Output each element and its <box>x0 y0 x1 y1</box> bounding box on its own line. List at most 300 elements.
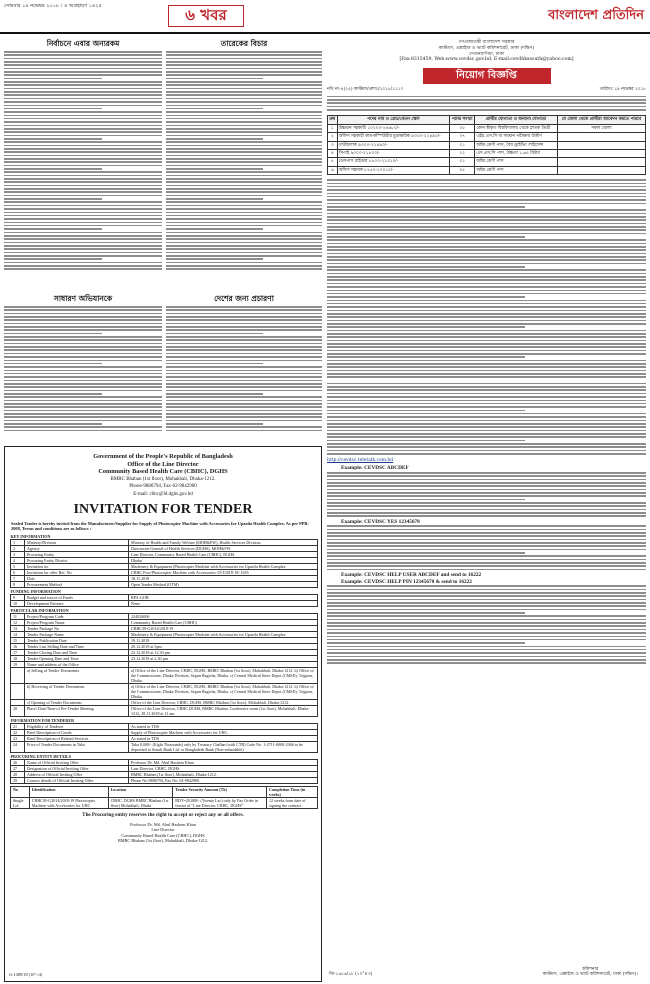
text-line <box>327 512 646 514</box>
table-cell <box>557 158 645 166</box>
text-line <box>4 268 162 270</box>
text-line <box>327 615 646 617</box>
text-line <box>327 229 646 231</box>
table-cell: 20 <box>11 706 25 717</box>
text-line <box>4 423 102 425</box>
text-line <box>166 54 322 56</box>
text-line <box>4 333 102 335</box>
text-line <box>327 186 646 188</box>
text-line <box>166 58 322 60</box>
table-row <box>11 742 318 753</box>
table-cell: Tender Security Amount (Tk) <box>173 787 267 798</box>
notice-conditions <box>327 179 646 380</box>
table-cell: Address of Official Inviting Offer <box>25 772 129 778</box>
sms-example: Example: CEVDSC ABCDEF <box>341 465 409 472</box>
text-line <box>327 199 646 201</box>
table-cell: 12 weeks from date of signing the contract. <box>266 798 317 809</box>
text-line <box>166 319 322 321</box>
text-line <box>4 349 162 351</box>
table-cell: ডেসপাস রাইডার ৮৮০০-২১৩১০/- <box>337 158 449 166</box>
tender-heading: INVITATION FOR TENDER <box>73 501 253 517</box>
text-line <box>4 323 162 325</box>
text-line <box>327 642 525 644</box>
table-cell: None <box>129 601 318 607</box>
text-line <box>327 386 646 388</box>
table-section-heading: FUNDING INFORMATION <box>10 589 61 595</box>
text-line <box>327 310 646 312</box>
table-cell: ৬ <box>328 166 338 174</box>
text-line <box>4 58 162 60</box>
text-line <box>166 115 322 117</box>
text-line <box>4 212 162 214</box>
table-cell: CBHC Proc/Photocopier Machine with Accessories-15/T2018-19/ 1655 <box>129 570 318 576</box>
table-cell: Open Tender Method (OTM) <box>129 582 318 588</box>
table-row <box>11 700 318 706</box>
text-line <box>166 98 322 100</box>
text-line <box>166 396 322 398</box>
text-line <box>327 525 646 527</box>
table-cell: Dhaka <box>129 558 318 564</box>
text-line <box>327 652 646 654</box>
table-cell: অষ্টম শ্রেণী পাস <box>475 166 557 174</box>
table-cell: 19 <box>11 662 25 668</box>
text-line <box>327 599 646 601</box>
text-line <box>166 74 322 76</box>
text-line <box>4 161 162 163</box>
text-line <box>166 151 322 153</box>
text-line <box>4 128 162 130</box>
text-line <box>4 248 162 250</box>
text-line <box>327 562 646 564</box>
text-line <box>327 370 646 372</box>
text-line <box>327 256 646 258</box>
text-line <box>166 121 322 123</box>
text-line <box>166 313 322 315</box>
text-line <box>327 569 646 571</box>
table-cell: Development Partners <box>25 601 129 607</box>
table-cell: ২২ <box>449 149 474 157</box>
text-line <box>4 105 162 107</box>
table-cell: 27 <box>11 766 25 772</box>
table-cell: a) Office of the Line Director, CBHC, DGHS, BMRC Bhaban (1st floor), Mohakhali, Dhaka-1212. b) Office of the Commissioner, Dhaka Division, Segun Bagicha, Dhaka. c) Central Medical Store Depot (CMSD), Tejgaon, Dhaka. <box>129 668 318 684</box>
table-cell: b) Receiving of Tender Documents <box>25 684 129 700</box>
text-line <box>166 393 263 395</box>
table-cell: Machinery & Equipment (Photocopier Machine with Accessories for Upazila Health Complex <box>129 632 318 638</box>
table-cell: Directorate General of Health Services (DGHS), MOH&FW. <box>129 546 318 552</box>
text-line <box>327 233 646 235</box>
text-line <box>327 625 646 627</box>
table-cell: Budget and source of Funds <box>25 595 129 601</box>
text-line <box>4 426 162 428</box>
table-cell: ২ <box>328 133 338 141</box>
text-line <box>166 208 322 210</box>
text-line <box>166 212 322 214</box>
text-line <box>4 188 162 190</box>
text-line <box>327 303 646 305</box>
table-cell: 6 <box>11 570 25 576</box>
text-line <box>166 370 322 372</box>
table-header-row <box>328 116 646 124</box>
table-cell: 17 <box>11 650 25 656</box>
text-line <box>166 306 322 308</box>
text-line <box>4 125 162 127</box>
table-cell: 3 <box>11 552 25 558</box>
table-cell: 19.11.2018 <box>129 638 318 644</box>
table-cell: Project/Program Name <box>25 620 129 626</box>
text-line <box>4 51 162 53</box>
text-line <box>327 410 525 412</box>
signer-title: Line Director <box>151 827 175 833</box>
text-line <box>166 242 322 244</box>
article-body <box>166 306 322 433</box>
text-line <box>166 205 322 207</box>
table-cell: Tender Closing Date and Time <box>25 650 129 656</box>
table-cell: 15 <box>11 638 25 644</box>
tender-program: Community Based Health Care (CBHC), DGHS <box>98 468 228 476</box>
table-cell: এইচ.এস.সি বা সমমান পরীক্ষায় উত্তীর্ণ <box>475 133 557 141</box>
table-cell <box>557 166 645 174</box>
table-cell: Tender Opening Date and Time <box>25 656 129 662</box>
text-line <box>327 485 646 487</box>
text-line <box>4 313 162 315</box>
table-cell: Taka 8,000/- (Eight Thousands) only by Treasury Challan (with CTB) Code No. 1-2711-0000-2366 to be deposited to Sonali Bank Ltd. or Bangladesh Bank (Non-refundable) <box>129 742 318 753</box>
text-line <box>166 158 322 160</box>
text-line <box>327 433 646 435</box>
table-cell: সকল জেলা <box>557 124 645 132</box>
text-line <box>4 403 162 405</box>
text-line <box>4 208 162 210</box>
text-line <box>327 629 646 631</box>
text-line <box>327 213 646 215</box>
table-cell: 9 <box>11 595 25 601</box>
text-line <box>166 258 263 260</box>
text-line <box>4 339 162 341</box>
text-line <box>327 436 646 438</box>
table-cell: 23.12.2018 at 2.30 pm <box>129 656 318 662</box>
text-line <box>166 309 322 311</box>
text-line <box>4 380 162 382</box>
column-header: প্রার্থীর যোগ্যতা ও অন্যান্য যোগ্যতা <box>475 116 557 124</box>
table-cell: Price of Tender Documents in Taka <box>25 742 129 753</box>
text-line <box>4 343 162 345</box>
table-cell: Invitation for <box>25 564 129 570</box>
text-line <box>4 242 162 244</box>
table-cell: 4 <box>11 558 25 564</box>
text-line <box>4 386 162 388</box>
table-cell: গাড়ীচালক ৯৩০০-২২৪৯০/- <box>337 141 449 149</box>
table-cell: Agency <box>25 546 129 552</box>
table-cell: 12 <box>11 620 25 626</box>
text-line <box>166 373 322 375</box>
text-line <box>327 209 646 211</box>
table-cell: Office of the Line Director, CBHC, DGHS, BMRC Bhaban (1st floor), Mohakhali, Dhaka-1212. <box>129 700 318 706</box>
table-cell: Single Lot <box>11 798 30 809</box>
text-line <box>4 91 162 93</box>
text-line <box>327 649 646 651</box>
table-cell: Identification <box>29 787 108 798</box>
table-section-heading: PARTICULAR INFORMATION <box>10 608 69 614</box>
table-cell: Office of the Line Director, CBHC,DGHS, BMRC Bhaban, Conference room (1st floor), Mohakhali, Dhaka-1212, 28.11.2018 at 11 am <box>129 706 318 717</box>
text-line <box>4 416 162 418</box>
table-row <box>11 787 318 798</box>
text-line <box>327 350 646 352</box>
text-line <box>4 84 162 86</box>
table-section-heading: PROCURING ENTITY DETAILS <box>10 754 72 760</box>
text-line <box>4 148 162 150</box>
table-cell: a) Office of the Line Director, CBHC, DGHS, BMRC Bhaban (1st floor), Mohakhali, Dhaka-1212. b) Office of the Commissioner, Dhaka Division, Segun Bagicha, Dhaka. c) Central Medical Store Depot (CMSD), Tejgaon, Dhaka. <box>129 684 318 700</box>
text-line <box>327 475 646 477</box>
text-line <box>4 175 162 177</box>
text-line <box>166 336 322 338</box>
text-line <box>166 339 322 341</box>
table-row <box>11 668 318 684</box>
text-line <box>166 343 322 345</box>
text-line <box>327 656 646 658</box>
text-line <box>166 125 322 127</box>
table-cell: Professor Dr. Md. Abul Hashem Khan <box>129 760 318 766</box>
table-cell: Line Director, Community Based Health Care (CBHC), DGHS <box>129 552 318 558</box>
text-line <box>4 336 162 338</box>
text-line <box>327 589 646 591</box>
table-cell: Contact details of Official Inviting Offer <box>25 778 129 784</box>
table-cell: 14 <box>11 632 25 638</box>
text-line <box>4 198 102 200</box>
text-line <box>166 248 322 250</box>
notice-gov: গণপ্রজাতন্ত্রী বাংলাদেশ সরকার <box>458 40 515 45</box>
notice-online-instructions <box>327 383 646 457</box>
notice-title: নিয়োগ বিজ্ঞপ্তি <box>423 68 551 84</box>
text-line <box>327 499 525 501</box>
article-headline: নির্বাচনে এবার অন্যরকম <box>46 39 120 48</box>
text-line <box>327 542 646 544</box>
article-body <box>4 51 162 272</box>
table-cell: Designation of Official Inviting Offer <box>25 766 129 772</box>
table-cell: Ministry/Division <box>25 540 129 546</box>
gd-code: জি-১৪৮৬/১৮ (১০"×৩) <box>329 972 373 977</box>
tender-notice <box>4 446 322 982</box>
text-line <box>4 151 162 153</box>
text-line <box>4 245 162 247</box>
text-line <box>327 203 646 205</box>
table-cell: 20.12.2018 at 5pm <box>129 644 318 650</box>
text-line <box>327 363 646 365</box>
text-line <box>327 639 646 641</box>
text-line <box>327 366 646 368</box>
text-line <box>327 253 646 255</box>
text-line <box>4 346 162 348</box>
text-line <box>327 223 646 225</box>
text-line <box>4 238 162 240</box>
text-line <box>4 195 162 197</box>
text-line <box>4 376 162 378</box>
text-line <box>166 265 322 267</box>
text-line <box>327 482 646 484</box>
notice-memo: নথি নং-৪(২৫) কাস্টমস/প্রশাঃ/২০১৮/১১১০ <box>327 87 404 93</box>
table-cell: CBHC/R-G2014/2018-19 <box>129 626 318 632</box>
text-line <box>166 222 322 224</box>
table-cell: ০১ <box>449 141 474 149</box>
text-line <box>327 323 646 325</box>
table-row <box>328 124 646 132</box>
text-line <box>327 396 646 398</box>
table-cell: অষ্টম শ্রেণী পাস <box>475 158 557 166</box>
text-line <box>4 201 162 203</box>
text-line <box>327 622 646 624</box>
table-cell: Project/Program Code <box>25 614 129 620</box>
text-line <box>327 249 646 251</box>
text-line <box>327 189 646 191</box>
text-line <box>4 252 162 254</box>
text-line <box>166 218 322 220</box>
text-line <box>327 505 646 507</box>
text-line <box>4 98 162 100</box>
text-line <box>4 393 102 395</box>
text-line <box>327 226 646 228</box>
text-line <box>327 489 646 491</box>
tender-intro: Sealed Tender is hereby invited from the Manufacturer/Supplier for Supply of Photocopier Machine with Accessories for Upazila Health Complex. As per PPR-2008, Terms and conditions are as follows : <box>11 520 310 531</box>
text-line <box>166 155 322 157</box>
text-line <box>166 141 322 143</box>
text-line <box>4 413 162 415</box>
text-line <box>4 74 162 76</box>
text-line <box>327 330 646 332</box>
article-headline: দেশের জন্য প্রচারণা <box>214 294 274 303</box>
notice-contact: [Fax-8315459, Web:www.cevdsc.gov.bd, E-mail:cevdhkssouth@yahoo.com] <box>399 57 574 63</box>
table-cell <box>557 133 645 141</box>
text-line <box>4 258 102 260</box>
table-cell: সিপাই ৯০০০-২১৮০০/- <box>337 149 449 157</box>
text-line <box>166 376 322 378</box>
text-line <box>4 265 162 267</box>
text-line <box>327 595 646 597</box>
table-cell: Location <box>108 787 173 798</box>
text-line <box>166 228 263 230</box>
text-line <box>327 300 646 302</box>
text-line <box>166 148 322 150</box>
table-row <box>11 798 318 809</box>
text-line <box>327 400 646 402</box>
text-line <box>327 389 646 391</box>
text-line <box>327 535 646 537</box>
text-line <box>4 228 102 230</box>
page-section-label: ৬ খবর <box>168 5 244 27</box>
text-line <box>166 168 263 170</box>
text-line <box>166 383 322 385</box>
text-line <box>166 326 322 328</box>
page-header <box>0 0 650 34</box>
text-line <box>4 255 162 257</box>
text-line <box>327 343 646 345</box>
text-line <box>166 252 322 254</box>
text-line <box>166 101 322 103</box>
text-line <box>4 185 162 187</box>
text-line <box>327 413 646 415</box>
text-line <box>327 333 646 335</box>
text-line <box>166 108 263 110</box>
table-cell: অষ্টম শ্রেণী পাস, বৈধ ড্রাইভিং লাইসেন্স <box>475 141 557 149</box>
text-line <box>327 373 646 375</box>
table-cell: CBHC, DGHS BMRC Bhaban (1st floor) Mohakhali, Dhaka <box>108 798 173 809</box>
table-cell: 16 <box>11 644 25 650</box>
notice-intro <box>327 96 646 113</box>
text-line <box>4 370 162 372</box>
text-line <box>327 609 646 611</box>
text-line <box>166 333 263 335</box>
text-line <box>166 131 322 133</box>
table-cell: ০৫ <box>449 124 474 132</box>
text-line <box>4 141 162 143</box>
table-cell: ৫ <box>328 158 338 166</box>
text-line <box>4 390 162 392</box>
text-line <box>327 336 646 338</box>
notice-url[interactable]: http://cevdsc.teletalk.com.bd <box>327 458 394 464</box>
table-cell: 7 <box>11 576 25 582</box>
text-line <box>327 403 646 405</box>
text-line <box>327 636 646 638</box>
text-line <box>327 266 525 268</box>
table-cell: 13 <box>11 626 25 632</box>
text-line <box>166 238 322 240</box>
text-line <box>4 181 162 183</box>
text-line <box>327 426 646 428</box>
text-line <box>4 81 162 83</box>
text-line <box>327 545 646 547</box>
article-col-1 <box>4 37 162 287</box>
text-line <box>166 175 322 177</box>
text-line <box>4 108 102 110</box>
text-line <box>327 443 646 445</box>
text-line <box>4 145 162 147</box>
table-cell: Procurement Method <box>25 582 129 588</box>
text-line <box>327 179 646 181</box>
text-line <box>166 400 322 402</box>
text-line <box>166 84 322 86</box>
text-line <box>327 263 646 265</box>
text-line <box>166 51 322 53</box>
table-cell <box>11 684 25 700</box>
text-line <box>166 64 322 66</box>
text-line <box>327 259 646 261</box>
table-cell: CBHC/R-G2014/2018-19 Photocopier Machine with Accessories for UHC <box>29 798 108 809</box>
table-row <box>328 133 646 141</box>
table-cell <box>11 668 25 684</box>
text-line <box>327 279 646 281</box>
text-line <box>327 632 646 634</box>
text-line <box>327 293 646 295</box>
column-header: যে জেলা থেকে প্রার্থীরা আবেদন করতে পারবে <box>557 116 645 124</box>
table-cell: 1 <box>11 540 25 546</box>
text-line <box>166 245 322 247</box>
text-line <box>4 155 162 157</box>
text-line <box>327 290 646 292</box>
table-cell: a) Selling of Tender Documents <box>25 668 129 684</box>
text-line <box>166 61 322 63</box>
table-row <box>328 141 646 149</box>
text-line <box>166 390 322 392</box>
article-headline: তারেকের বিচার <box>220 39 268 48</box>
text-line <box>166 88 322 90</box>
text-line <box>166 232 322 234</box>
table-cell <box>557 141 645 149</box>
text-line <box>327 376 646 378</box>
text-line <box>327 216 646 218</box>
table-cell: উচ্চমান সহকারী ১০২০০-২৪৬৮০/- <box>337 124 449 132</box>
text-line <box>166 386 322 388</box>
table-cell: Procuring Entity <box>25 552 129 558</box>
text-line <box>4 135 162 137</box>
text-line <box>166 145 322 147</box>
table-cell: Completion Time (in weeks) <box>266 787 317 798</box>
